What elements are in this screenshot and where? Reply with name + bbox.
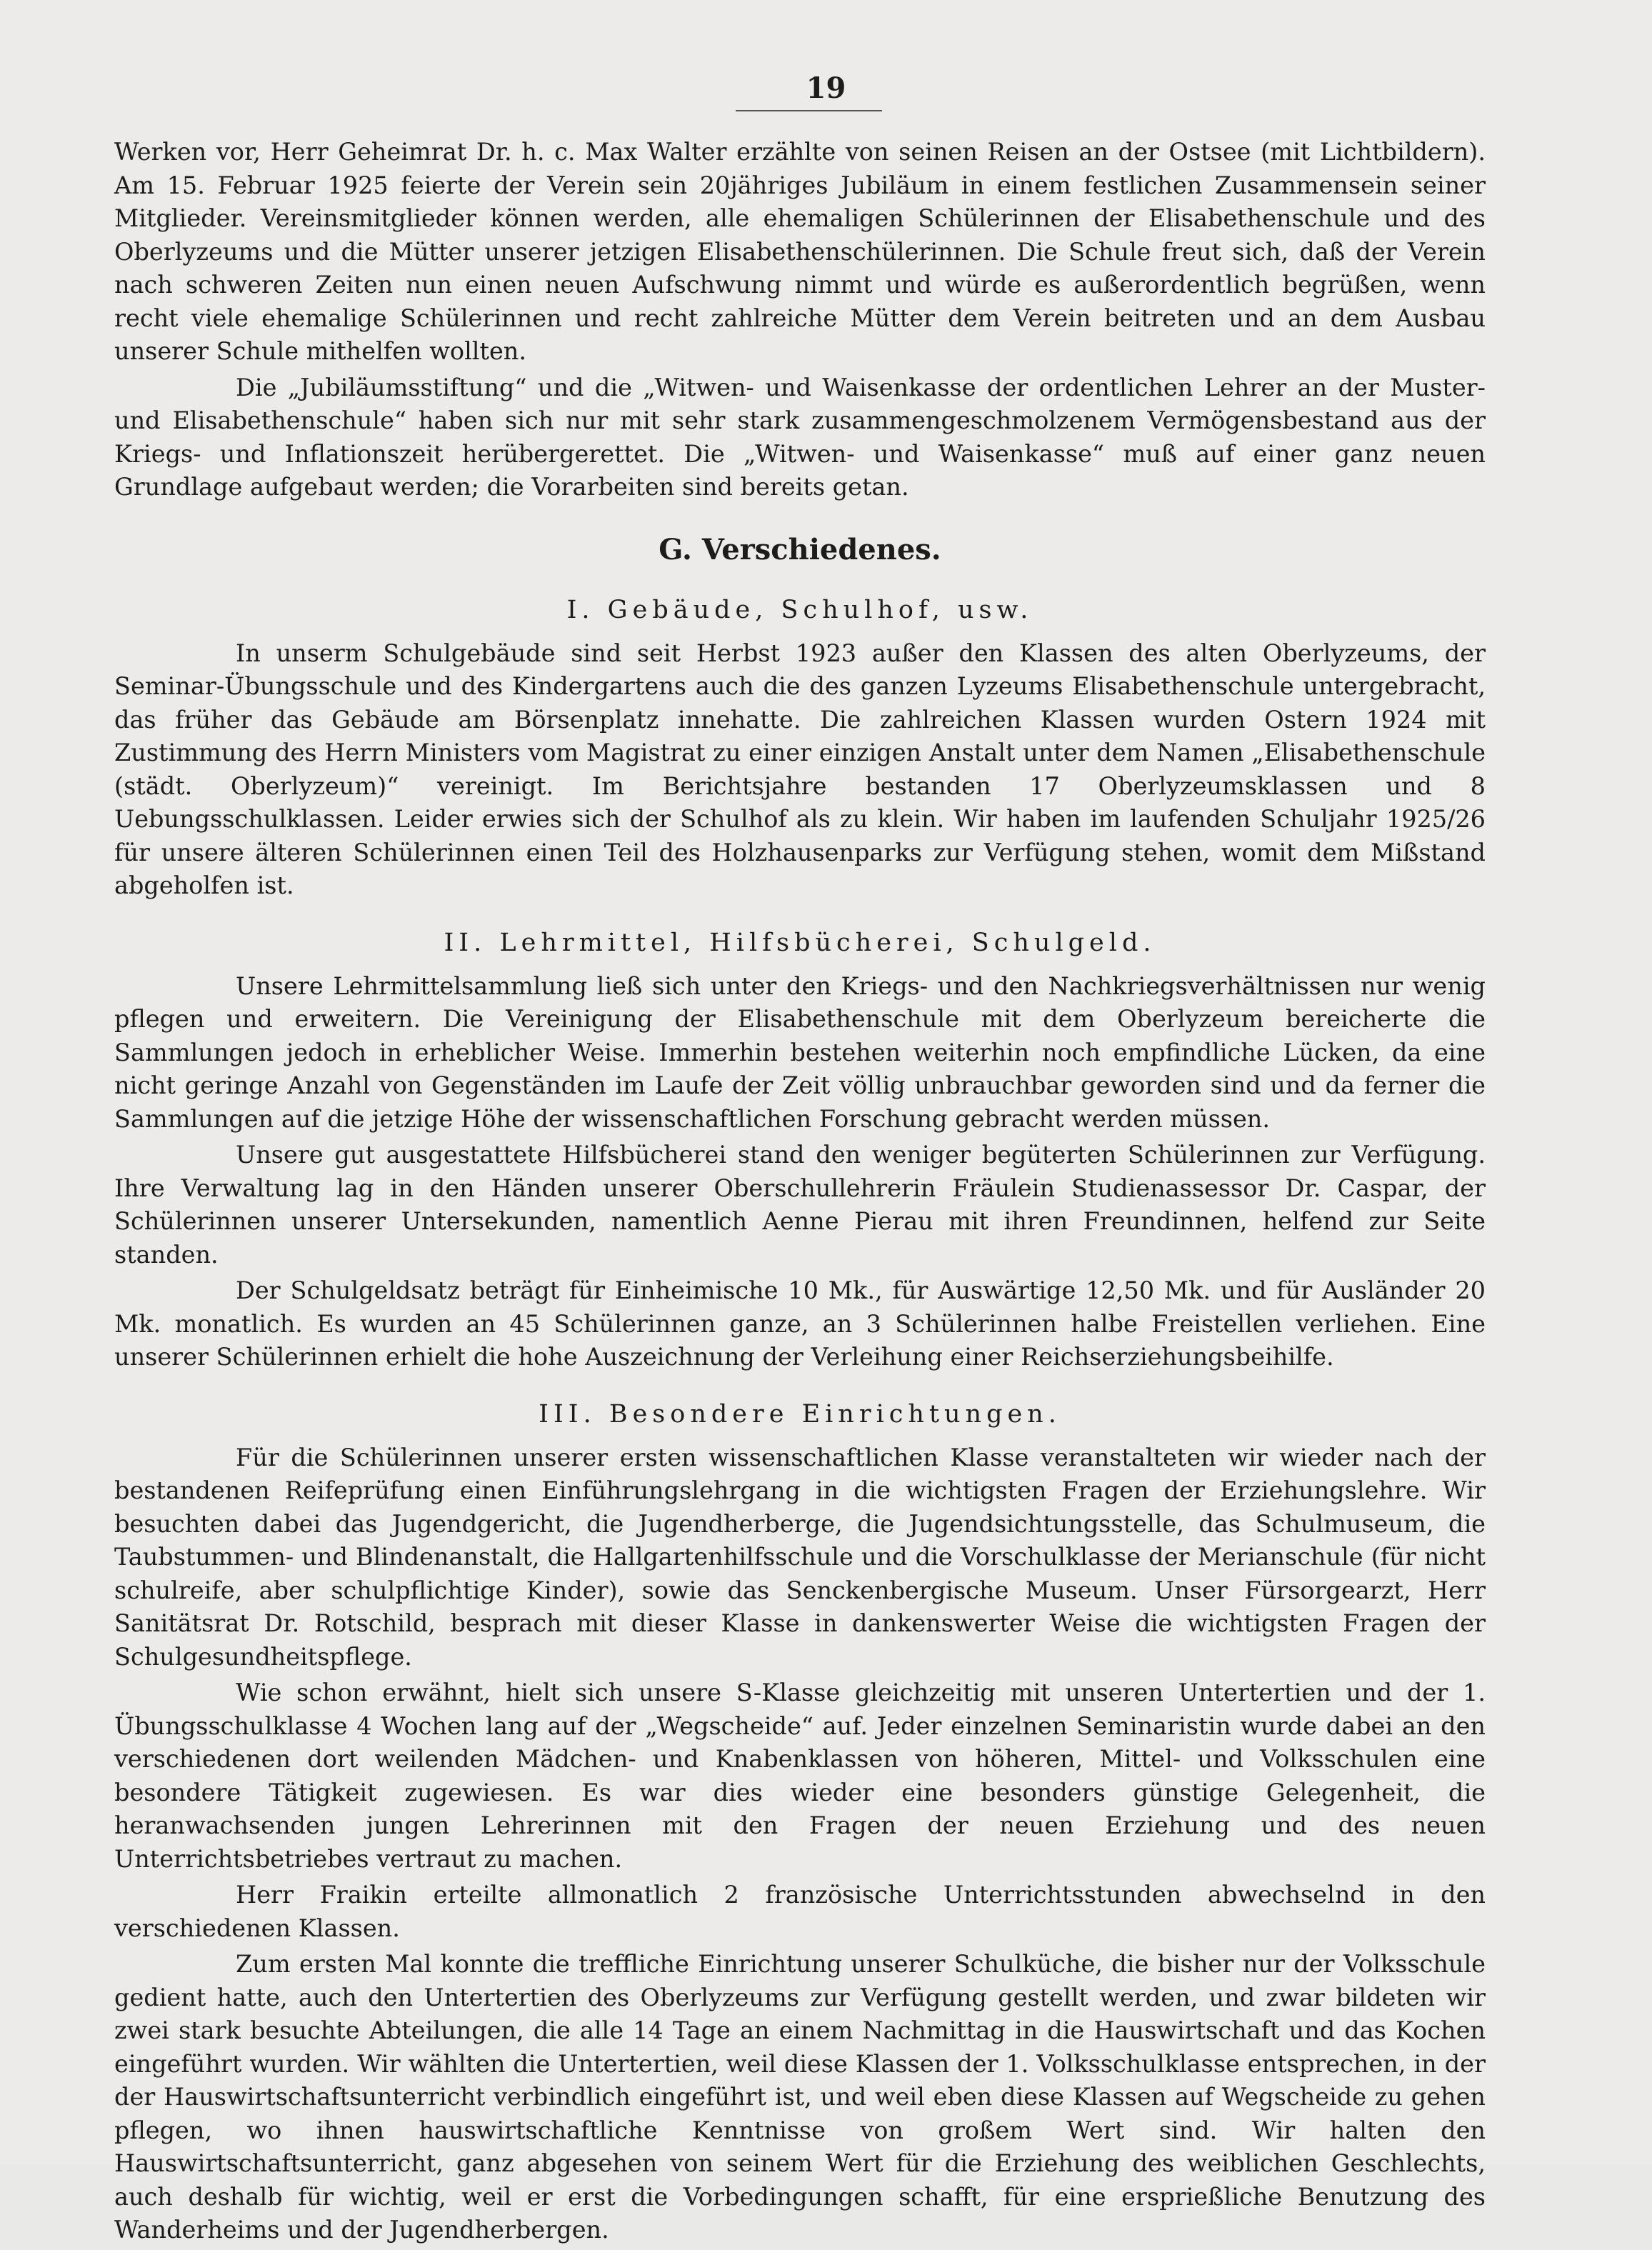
subsection-heading-einrichtungen: III. Besondere Einrichtungen. [539, 1399, 1061, 1429]
page-number: 19 [806, 71, 846, 105]
paragraph-einfuehrungslehrgang: Für die Schülerinnen unserer ersten wissenschaftlichen Klasse veranstalteten wir wieder nach der bestandenen Reifeprüfung einen Einführungslehrgang in die wichtigsten Fragen der Erziehungslehre. Wir besuchten dabei das Jugendgericht, die Jugendherberge, die Jugendsichtungsstelle, das Schulmuseum, die Taubstummen- und Blindenanstalt, die Hallgartenhilfsschule und die Vorschulklasse der Merianschule (für nicht schulreife, aber schulpflichtige Kinder), sowie das Senckenbergische Museum. Unser Fürsorgearzt, Herr Sanitätsrat Dr. Rotschild, besprach mit dieser Klasse in dankenswerter Weise die wichtigsten Fragen der Schulgesundheitspflege. [114, 1443, 1486, 1671]
paragraph-lehrmittel: Unsere Lehrmittelsammlung ließ sich unter den Kriegs- und den Nachkriegsverhältnissen nur wenig pflegen und erweitern. Die Vereinigung der Elisabethenschule mit dem Oberlyzeum bereicherte die Sammlungen jedoch in erheblicher Weise. Immerhin bestehen weiterhin noch empfindliche Lücken, da eine nicht geringe Anzahl von Gegenständen im Laufe der Zeit völlig unbrauchbar geworden sind und da ferner die Sammlungen auf die jetzige Höhe der wissenschaftlichen Forschung gebracht werden müssen. [114, 971, 1486, 1133]
paragraph-schulgeld: Der Schulgeldsatz beträgt für Einheimische 10 Mk., für Auswärtige 12,50 Mk. und für Ausländer 20 Mk. monatlich. Es wurden an 45 Schülerinnen ganze, an 3 Schülerinnen halbe Freistellen verliehen. Eine unserer Schülerinnen erhielt die hohe Auszeichnung der Verleihung einer Reichserziehungsbeihilfe. [114, 1276, 1486, 1371]
subsection-heading-lehrmittel: II. Lehrmittel, Hilfsbücherei, Schulgeld. [444, 928, 1156, 957]
paragraph-wegscheide: Wie schon erwähnt, hielt sich unsere S-Klasse gleichzeitig mit unseren Untertertien und der 1. Übungsschulklasse 4 Wochen lang auf der „Wegscheide“ auf. Jeder einzelnen Seminaristin wurde dabei an den verschiedenen dort weilenden Mädchen- und Knabenklassen von höheren, Mittel- und Volksschulen eine besondere Tätigkeit zugewiesen. Es war dies wieder eine besonders günstige Gelegenheit, die heranwachsenden jungen Lehrerinnen mit den Fragen der neuen Erziehung und des neuen Unterrichtsbetriebes vertraut zu machen. [114, 1679, 1486, 1873]
paragraph-franzoesisch: Herr Fraikin erteilte allmonatlich 2 französische Unterrichtsstunden abwechselnd in den verschiedenen Klassen. [114, 1881, 1486, 1942]
paragraph-hilfsbuecherei: Unsere gut ausgestattete Hilfsbücherei stand den weniger begüterten Schülerinnen zur Verfügung. Ihre Verwaltung lag in den Händen unserer Oberschullehrerin Fräulein Studienassessor Dr. Caspar, der Schülerinnen unserer Untersekunden, namentlich Aenne Pierau mit ihren Freundinnen, helfend zur Seite standen. [114, 1141, 1486, 1269]
section-title: G. Verschiedenes. [659, 532, 941, 566]
paragraph-verein-continued: Werken vor, Herr Geheimrat Dr. h. c. Max Walter erzählte von seinen Reisen an der Ostsee (mit Lichtbildern). Am 15. Februar 1925 feierte der Verein sein 20jähriges Jubiläum in einem festlichen Zusammensein seiner Mitglieder. Vereinsmitglieder können werden, alle ehemaligen Schülerinnen der Elisabethenschule und des Oberlyzeums und die Mütter unserer jetzigen Elisabethenschülerinnen. Die Schule freut sich, daß der Verein nach schweren Zeiten nun einen neuen Aufschwung nimmt und würde es außerordentlich begrüßen, wenn recht viele ehemalige Schülerinnen und recht zahlreiche Mütter dem Verein beitreten und an dem Ausbau unserer Schule mithelfen wollten. [114, 138, 1486, 365]
paragraph-gebaeude: In unserm Schulgebäude sind seit Herbst 1923 außer den Klassen des alten Oberlyzeums, der Seminar-Übungsschule und des Kindergartens auch die des ganzen Lyzeums Elisabethenschule untergebracht, das früher das Gebäude am Börsenplatz innehatte. Die zahlreichen Klassen wurden Ostern 1924 mit Zustimmung des Herrn Ministers vom Magistrat zu einer einzigen Anstalt unter dem Namen „Elisabethenschule (städt. Oberlyzeum)“ vereinigt. Im Berichtsjahre bestanden 17 Oberlyzeumsklassen und 8 Uebungsschulklassen. Leider erwies sich der Schulhof als zu klein. Wir haben im laufenden Schuljahr 1925/26 für unsere älteren Schülerinnen einen Teil des Holzhausenparks zur Verfügung stehen, womit dem Mißstand abgeholfen ist. [114, 639, 1486, 899]
page-number-rule [736, 110, 882, 111]
paragraph-stiftung: Die „Jubiläumsstiftung“ und die „Witwen- und Waisenkasse der ordentlichen Lehrer an der Muster- und Elisabethenschule“ haben sich nur mit sehr stark zusammengeschmolzenem Vermögensbestand aus der Kriegs- und Inflationszeit herübergerettet. Die „Witwen- und Waisenkasse“ muß auf einer ganz neuen Grundlage aufgebaut werden; die Vorarbeiten sind bereits getan. [114, 373, 1486, 501]
subsection-heading-gebaeude: I. Gebäude, Schulhof, usw. [566, 595, 1033, 624]
paragraph-schulkueche: Zum ersten Mal konnte die treffliche Einrichtung unserer Schulküche, die bisher nur der Volksschule gedient hatte, auch den Untertertien des Oberlyzeums zur Verfügung gestellt werden, und zwar bildeten wir zwei stark besuchte Abteilungen, die alle 14 Tage an einem Nachmittag in die Hauswirtschaft und das Kochen eingeführt wurden. Wir wählten die Untertertien, weil diese Klassen der 1. Volksschulklasse entsprechen, in der der Hauswirtschaftsunterricht verbindlich eingeführt ist, und weil eben diese Klassen auf Wegscheide zu gehen pflegen, wo ihnen hauswirtschaftliche Kenntnisse von großem Wert sind. Wir halten den Hauswirtschaftsunterricht, ganz abgesehen von seinem Wert für die Erziehung des weiblichen Geschlechts, auch deshalb für wichtig, weil er erst die Vorbedingungen schafft, für eine ersprießliche Benutzung des Wanderheims und der Jugendherbergen. [114, 1950, 1486, 2244]
page-body [114, 136, 1486, 2250]
